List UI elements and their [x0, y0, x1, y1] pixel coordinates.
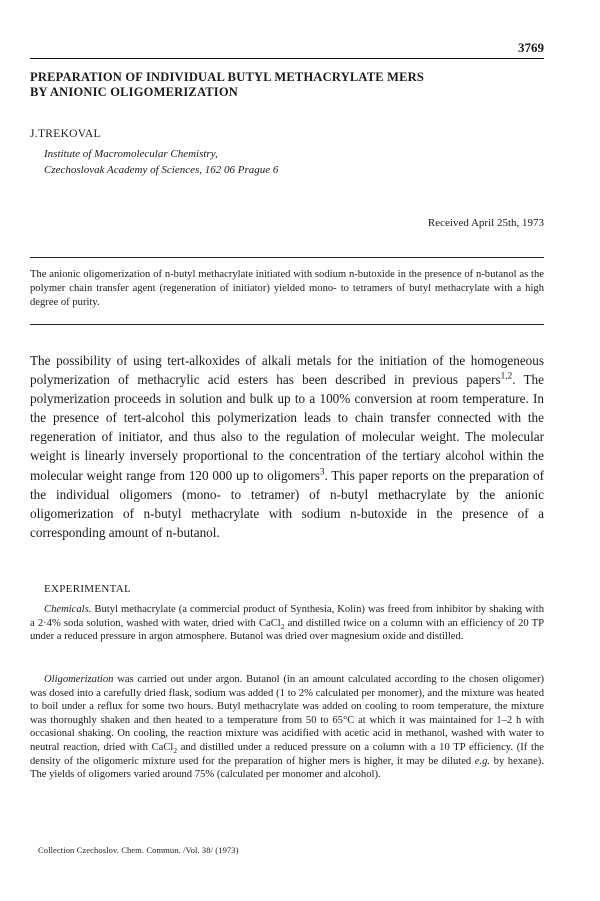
oligomerization-text-2: and distilled under a reduced pressure on a column with a 10 TP efficiency. (If the density of the oligomeric mixture used for the preparation of higher mers is higher, it may be diluted — [30, 741, 544, 767]
oligomerization-text-1: was carried out under argon. Butanol (in an amount calculated according to the chosen oligomer) was dosed into a carefully dried flask, sodium was added (1 to 2% calculated per monomer), and the mixture was heated to boil under a reflux for some two hours. Butyl methacrylate was added on cooling to room temperature, the mixture was thoroughly shaken and then heated to a temperature from 50 to 65°C at which it was maintained for 1–2 h with occasional shaking. On cooling, the reaction mixture was acidified with acetic acid in methanol, washed with water to neutral reaction, dried with CaCl — [30, 674, 544, 753]
page-number: 3769 — [518, 40, 544, 55]
abstract-text: The anionic oligomerization of n-butyl methacrylate initiated with sodium n-butoxide in the presence of n-butanol as the polymer chain transfer agent (regeneration of initiator) yielded mono- to tetramers of butyl methacrylate with a high degree of purity. — [30, 269, 544, 308]
journal-footer: Collection Czechoslov. Chem. Commun. /Vol. 38/ (1973) — [38, 845, 239, 855]
chemicals-text-1: Butyl methacrylate (a commercial product of Synthesia, Kolín) was freed from inhibitor by shaking with a 2·4% soda solution, washed with water, dried with CaCl — [30, 604, 544, 629]
oligomerization-paragraph — [30, 673, 544, 782]
affiliation-line-2: Czechoslovak Academy of Sciences, 162 06 Prague 6 — [44, 164, 279, 176]
oligomerization-subscript: 2 — [173, 746, 178, 756]
oligomerization-runin: Oligomerization — [44, 674, 114, 685]
intro-text-3: . This paper reports on the preparation of the individual oligomers (mono- to tetramer) of n-butyl methacrylate by the anionic oligomerization of n-butyl methacrylate with sodium n-butoxide in the presence of a corresponding amount of n-butanol. — [30, 467, 544, 540]
reference-1-2: 1,2 — [500, 370, 513, 381]
author-name: J.TREKOVAL — [30, 128, 101, 140]
received-date: Received April 25th, 1973 — [427, 217, 544, 229]
reference-3: 3 — [319, 466, 325, 477]
chemicals-text-2: and distilled twice on a column with an efficiency of 20 TP under a reduced pressure in argon atmosphere. Butanol was dried over magnesium oxide and distilled. — [30, 617, 544, 643]
title-line-1: PREPARATION OF INDIVIDUAL BUTYL METHACRYLATE MERS — [30, 70, 425, 84]
section-heading-experimental: EXPERIMENTAL — [44, 583, 132, 595]
header-rule — [30, 58, 544, 59]
article-title — [30, 70, 550, 100]
chemicals-subscript: 2 — [280, 621, 285, 631]
title-line-2: BY ANIONIC OLIGOMERIZATION — [30, 85, 239, 99]
eg-italic: e.g. — [474, 755, 491, 767]
oligomerization-text-3: by hexane). The yields of oligomers varied around 75% (calculated per monomer and alcohol). — [30, 755, 544, 781]
intro-text-2: . The polymerization proceeds in solution and bulk up to a 100% conversion at room temperature. In the presence of tert-alcohol this polymerization leads to chain transfer connected with the regeneration of initiator, and thus also to the regulation of molecular weight. The molecular weight is linearly inversely proportional to the concentration of the tertiary alcohol within the molecular weight range from 120 000 up to oligomers — [30, 372, 544, 483]
affiliation-line-1: Institute of Macromolecular Chemistry, — [44, 148, 218, 160]
abstract-top-rule — [30, 257, 544, 258]
abstract-bottom-rule — [30, 324, 544, 325]
intro-paragraph — [30, 351, 544, 542]
chemicals-paragraph — [30, 603, 544, 644]
chemicals-runin: Chemicals. — [44, 604, 92, 615]
intro-text-1: The possibility of using tert-alkoxides of alkali metals for the initiation of the homogeneous polymerization of methacrylic acid esters has been described in previous papers — [30, 353, 544, 388]
